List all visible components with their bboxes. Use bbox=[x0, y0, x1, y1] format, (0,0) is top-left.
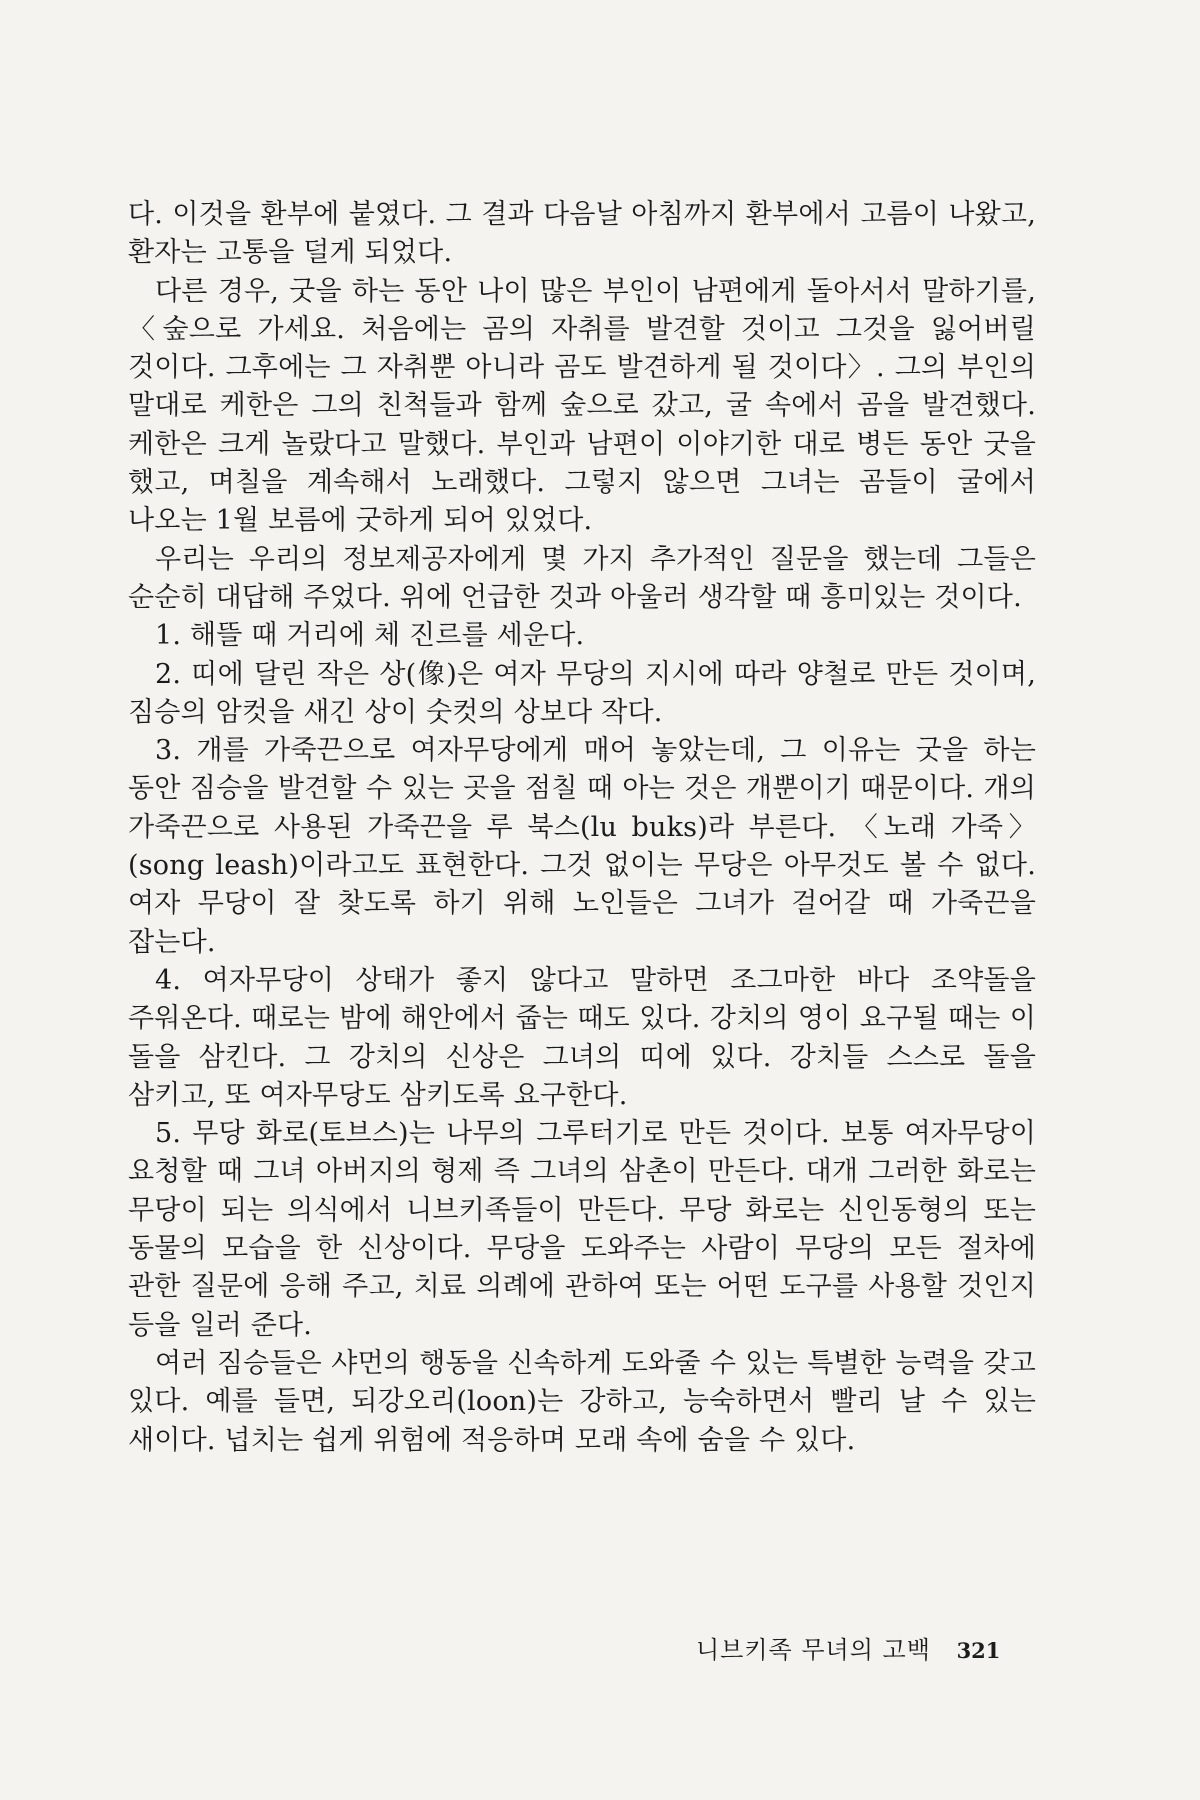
body-text bbox=[128, 196, 1036, 1460]
list-item-2: 2. 띠에 달린 작은 상(像)은 여자 무당의 지시에 따라 양철로 만든 것이며, 짐승의 암컷을 새긴 상이 숫컷의 상보다 작다. bbox=[128, 658, 1036, 728]
paragraph-animal-abilities: 여러 짐승들은 샤먼의 행동을 신속하게 도와줄 수 있는 특별한 능력을 갖고 있다. 예를 들면, 되강오리(loon)는 강하고, 능숙하면서 빨리 날 수 있는 새이다. 넙치는 쉽게 위험에 적응하며 모래 속에 숨을 수 있다. bbox=[128, 1347, 1036, 1456]
list-item-5: 5. 무당 화로(토브스)는 나무의 그루터기로 만든 것이다. 보통 여자무당이 요청할 때 그녀 아버지의 형제 즉 그녀의 삼촌이 만든다. 대개 그러한 화로는 무당이 되는 의식에서 니브키족들이 만든다. 무당 화로는 신인동형의 또는 동물의 모습을 한 신상이다. 무당을 도와주는 사람이 무당의 모든 절차에 관한 질문에 응해 주고, 치료 의례에 관하여 또는 어떤 도구를 사용할 것인지 등을 일러 준다. bbox=[128, 1118, 1036, 1341]
list-item-4: 4. 여자무당이 상태가 좋지 않다고 말하면 조그마한 바다 조약돌을 주워온다. 때로는 밤에 해안에서 줍는 때도 있다. 강치의 영이 요구될 때는 이 돌을 삼킨다. 그 강치의 신상은 그녀의 띠에 있다. 강치들 스스로 돌을 삼키고, 또 여자무당도 삼키도록 요구한다. bbox=[128, 964, 1036, 1111]
paragraph-shaman-story: 다른 경우, 굿을 하는 동안 나이 많은 부인이 남편에게 돌아서서 말하기를, 〈숲으로 가세요. 처음에는 곰의 자취를 발견할 것이고 그것을 잃어버릴 것이다. 그후에는 그 자취뿐 아니라 곰도 발견하게 될 것이다〉. 그의 부인의 말대로 케한은 그의 친척들과 함께 숲으로 갔고, 굴 속에서 곰을 발견했다. 케한은 크게 놀랐다고 말했다. 부인과 남편이 이야기한 대로 병든 동안 굿을 했고, 며칠을 계속해서 노래했다. 그렇지 않으면 그녀는 곰들이 굴에서 나오는 1월 보름에 굿하게 되어 있었다. bbox=[128, 275, 1036, 537]
page-number: 321 bbox=[956, 1638, 1001, 1663]
paragraph-continuation: 다. 이것을 환부에 붙였다. 그 결과 다음날 아침까지 환부에서 고름이 나왔고, 환자는 고통을 덜게 되었다. bbox=[128, 199, 1036, 269]
paragraph-informant-questions: 우리는 우리의 정보제공자에게 몇 가지 추가적인 질문을 했는데 그들은 순순히 대답해 주었다. 위에 언급한 것과 아울러 생각할 때 흥미있는 것이다. bbox=[128, 543, 1036, 613]
list-item-1: 1. 해뜰 때 거리에 체 진르를 세운다. bbox=[155, 620, 585, 652]
list-item-3: 3. 개를 가죽끈으로 여자무당에게 매어 놓았는데, 그 이유는 굿을 하는 동안 짐승을 발견할 수 있는 곳을 점칠 때 아는 것은 개뿐이기 때문이다. 개의 가죽끈으로 사용된 가죽끈을 루 북스(lu buks)라 부른다. 〈노래 가죽〉(song leash)이라고도 표현한다. 그것 없이는 무당은 아무것도 볼 수 없다. 여자 무당이 잘 찾도록 하기 위해 노인들은 그녀가 걸어갈 때 가죽끈을 잡는다. bbox=[128, 735, 1036, 958]
running-title: 니브키족 무녀의 고백 bbox=[696, 1636, 931, 1664]
page-footer bbox=[696, 1635, 1036, 1666]
